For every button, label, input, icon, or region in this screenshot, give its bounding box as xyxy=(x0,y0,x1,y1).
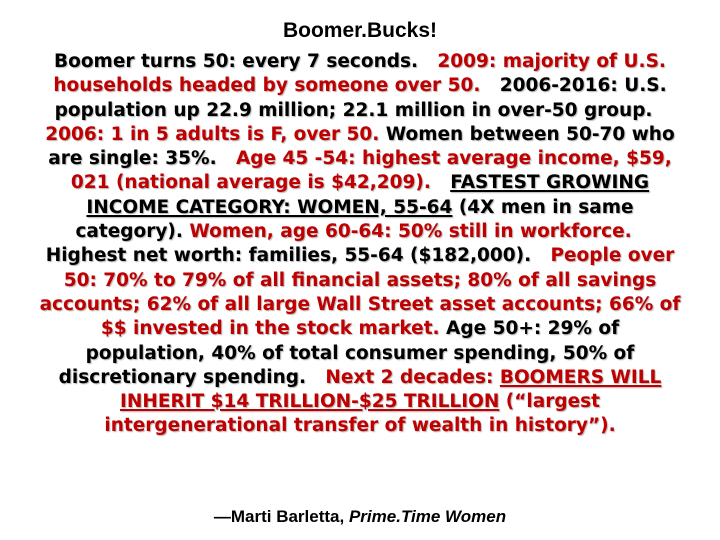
fact-inheritance: BOOMERS WILL INHERIT $14 TRILLION-$25 TRILLION xyxy=(120,366,662,413)
fact-boomer-turns-50: Boomer turns 50: every 7 seconds. xyxy=(54,51,419,72)
fact-single-women: Women between 50-70 who are single: 35%. xyxy=(48,123,675,170)
fact-fastest-growing-category: FASTEST GROWING INCOME CATEGORY: WOMEN, 55-64 xyxy=(86,172,650,218)
fact-1-in-5-adults: 2006: 1 in 5 adults is F, over 50. xyxy=(45,123,380,145)
fact-net-worth: Highest net worth: families, 55-64 ($182,000). xyxy=(45,245,532,267)
fact-consumer-spending: Age 50+: 29% of population, 40% of total consumer spending, 50% of discretionary spending. xyxy=(58,318,635,388)
fact-women-workforce: Women, age 60-64: 50% still in workforce. xyxy=(189,221,632,243)
fact-wealth-transfer-quote: (“largest intergenerational transfer of wealth in history”). xyxy=(104,391,616,437)
fact-2009-households: 2009: majority of U.S. households headed by someone over 50. xyxy=(53,51,666,97)
fact-next-decades-lead: Next 2 decades: xyxy=(325,366,494,388)
attribution-source: Prime.Time Women xyxy=(348,507,507,526)
attribution xyxy=(0,506,720,528)
fact-financial-assets: People over 50: 70% to 79% of all financial assets; 80% of all savings accounts; 62% of all large Wall Street asset accounts; 66% of $$ invested in the stock market. xyxy=(39,245,681,340)
attribution-author: —Marti Barletta, xyxy=(213,507,345,526)
slide-title: Boomer.Bucks! xyxy=(282,19,438,42)
fact-highest-income: Age 45 -54: highest average income, $59, 021 (national average is $42,209). xyxy=(70,148,672,194)
fact-population-growth: 2006-2016: U.S. population up 22.9 million; 22.1 million in over-50 group. xyxy=(54,75,667,121)
slide-body xyxy=(38,50,682,439)
fact-men-comparison: (4X men in same category). xyxy=(75,196,634,243)
